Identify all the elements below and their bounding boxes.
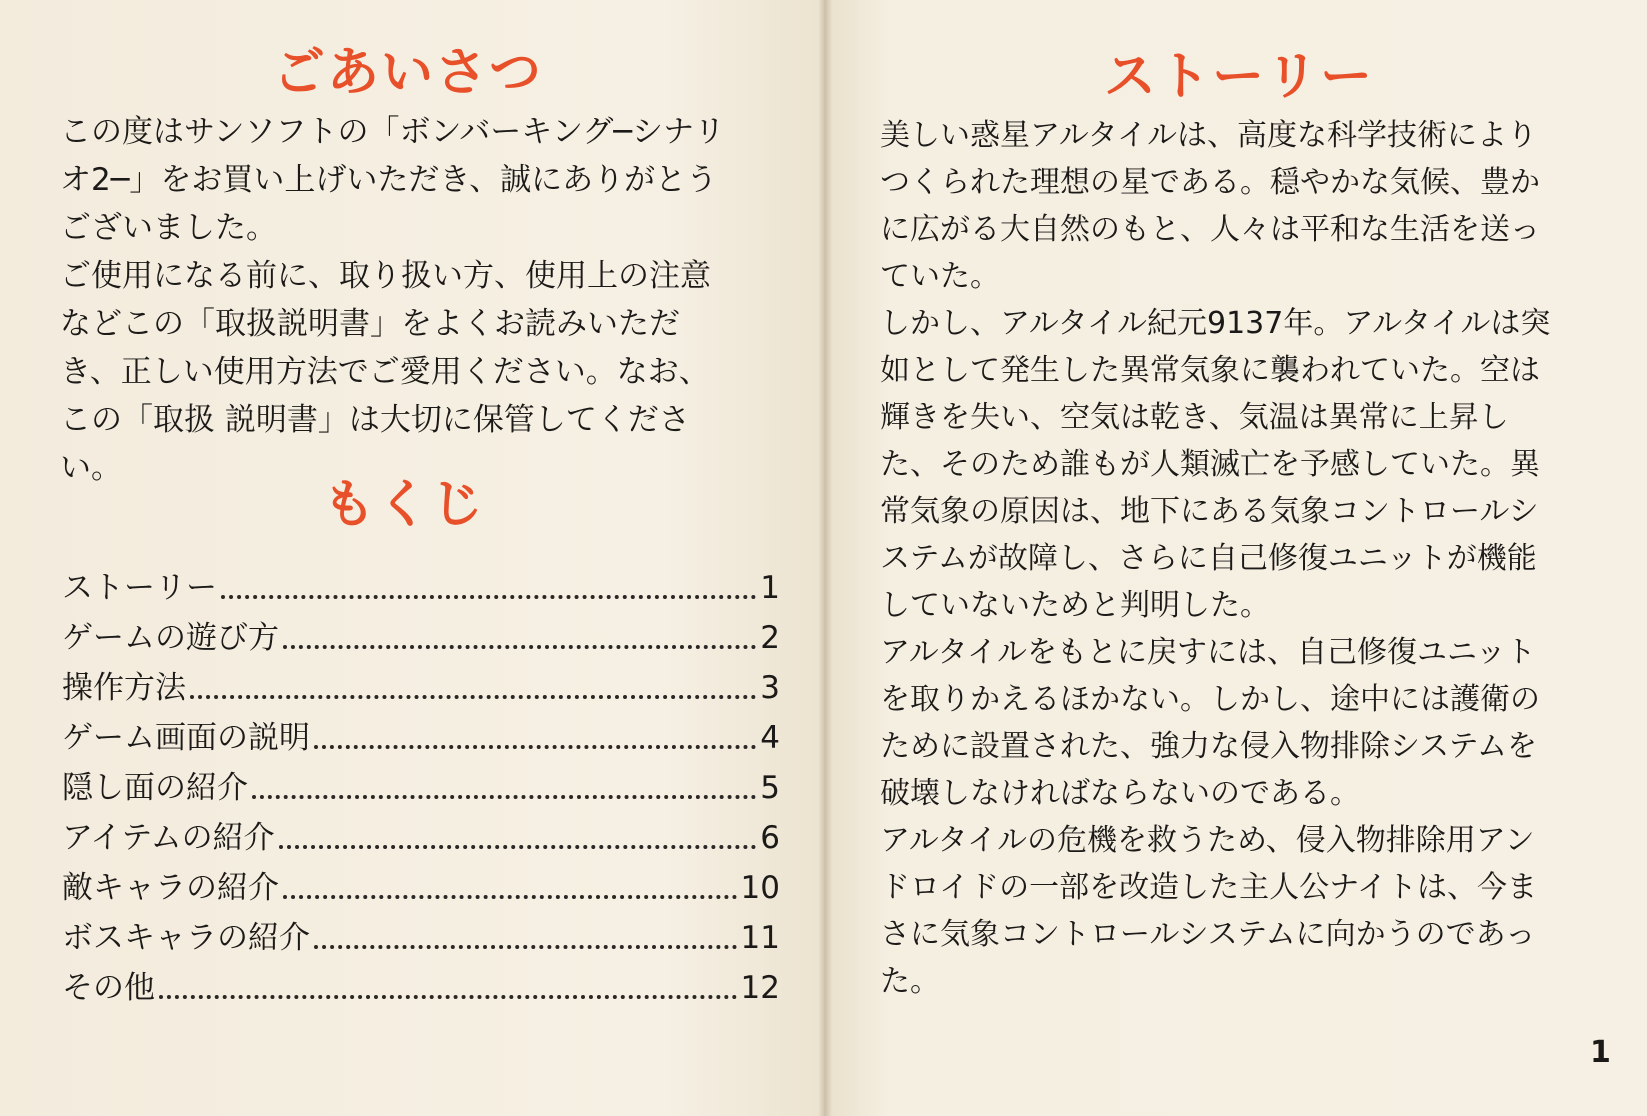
toc-item-label: ボスキャラの紹介 — [62, 920, 310, 956]
greeting-text — [60, 108, 740, 492]
toc-item-label: 敵キャラの紹介 — [62, 870, 279, 906]
toc-item-label: 隠し面の紹介 — [62, 770, 248, 806]
toc-item-page: 2 — [760, 620, 780, 656]
toc-item-page: 1 — [760, 570, 780, 606]
leader-dots — [314, 945, 737, 949]
toc-item-label: アイテムの紹介 — [62, 820, 275, 856]
toc-item-label: 操作方法 — [62, 670, 186, 706]
leader-dots — [283, 645, 756, 649]
story-paragraph-4: アルタイルの危機を救うため、侵入物排除用アンドロイドの一部を改造した主人公ナイトは、今まさに気象コントロールシステムに向かうのであった。 — [880, 823, 1537, 999]
right-page — [824, 0, 1647, 1116]
toc-item-label: その他 — [62, 970, 155, 1006]
toc-item-label: ストーリー — [62, 570, 217, 606]
toc-item — [62, 613, 780, 663]
toc-item-page: 10 — [740, 870, 780, 906]
toc-item — [62, 913, 780, 963]
leader-dots — [279, 845, 757, 849]
leader-dots — [314, 745, 756, 749]
leader-dots — [283, 895, 737, 899]
leader-dots — [252, 795, 756, 799]
table-of-contents — [62, 563, 780, 1013]
leader-dots — [190, 695, 756, 699]
toc-item — [62, 713, 780, 763]
greeting-paragraph-1: この度はサンソフトの「ボンバーキング─シナリオ2─」をお買い上げいただき、誠にありがとうございました。 — [60, 114, 726, 246]
story-paragraph-3: アルタイルをもとに戻すには、自己修復ユニットを取りかえるほかない。しかし、途中には護衛のために設置された、強力な侵入物排除システムを破壊しなければならないのである。 — [880, 635, 1540, 811]
leader-dots — [159, 995, 737, 999]
story-paragraph-1: 美しい惑星アルタイルは、高度な科学技術によりつくられた理想の星である。穏やかな気候、豊かに広がる大自然のもと、人々は平和な生活を送っていた。 — [880, 118, 1540, 294]
story-text — [880, 112, 1556, 1005]
story-paragraph-2: しかし、アルタイル紀元9137年。アルタイルは突如として発生した異常気象に襲われていた。空は輝きを失い、空気は乾き、気温は異常に上昇した、そのため誰もが人類滅亡を予感していた。異常気象の原因は、地下にある気象コントロールシステムが故障し、さらに自己修復ユニットが機能していないためと判明した。 — [880, 306, 1551, 623]
toc-item-page: 4 — [760, 720, 780, 756]
toc-item-page: 5 — [760, 770, 780, 806]
toc-item — [62, 863, 780, 913]
greeting-paragraph-2: ご使用になる前に、取り扱い方、使用上の注意などこの「取扱説明書」をよくお読みいただき、正しい使用方法でご愛用ください。なお、この「取扱 説明書」は大切に保管してください。 — [60, 258, 711, 486]
toc-item-page: 3 — [760, 670, 780, 706]
toc-item — [62, 563, 780, 613]
toc-item — [62, 763, 780, 813]
toc-item-page: 11 — [740, 920, 780, 956]
greeting-title: ごあいさつ — [273, 43, 544, 103]
toc-item-label: ゲームの遊び方 — [62, 620, 279, 656]
toc-item — [62, 813, 780, 863]
page-number: 1 — [1590, 1035, 1611, 1070]
toc-item-page: 6 — [760, 820, 780, 856]
leader-dots — [221, 595, 756, 599]
toc-item — [62, 963, 780, 1013]
toc-item — [62, 663, 780, 713]
book-gutter — [818, 0, 832, 1116]
toc-item-label: ゲーム画面の説明 — [62, 720, 310, 756]
toc-item-page: 12 — [740, 970, 780, 1006]
toc-title: もくじ — [323, 475, 486, 535]
story-title: ストーリー — [1104, 47, 1375, 107]
